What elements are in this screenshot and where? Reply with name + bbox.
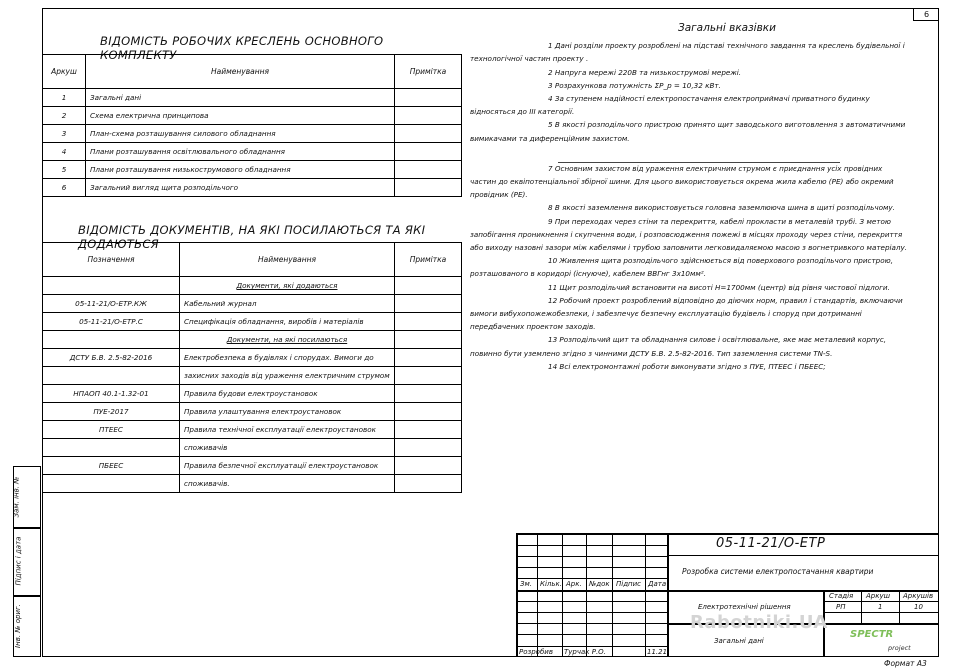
drawings-list-title: ВІДОМІСТЬ РОБОЧИХ КРЕСЛЕНЬ ОСНОВНОГО КОМПЛЕКТУ (100, 34, 384, 62)
developed-date: 11.21 (647, 648, 668, 656)
note-paragraph: 4 За ступенем надійності електропостачання електроприймачі приватного будинку відносяться до III категорії. (470, 94, 870, 117)
col-quantity: Кільк. (540, 580, 562, 588)
col-header-doc-note: Примітка (395, 243, 462, 277)
section-referenced: Документи, на які посилаються (226, 335, 348, 344)
sheet-header: Аркуш (866, 592, 891, 600)
table-row: 05-11-21/О-ЕТР.КЖ Кабельний журнал (43, 295, 462, 313)
table-row: ПУЕ-2017 Правила улаштування електроустановок (43, 403, 462, 421)
sheets-value: 10 (914, 603, 923, 611)
col-header-name: Найменування (86, 55, 395, 89)
company-sub: project (888, 644, 911, 652)
table-row: споживачів. (43, 475, 462, 493)
note-paragraph: 8 В якості заземлення використовується головна заземлююча шина в щиті розподільчому. (548, 203, 895, 213)
company-logo: SPECTR (850, 629, 894, 640)
documents-list-title: ВІДОМІСТЬ ДОКУМЕНТІВ, НА ЯКІ ПОСИЛАЮТЬСЯ ТА ЯКІ ДОДАЮТЬСЯ (78, 223, 426, 251)
table-row: 2 Схема електрична принципова (43, 107, 462, 125)
stage-header: Стадія (829, 592, 854, 600)
col-header-note: Примітка (395, 55, 462, 89)
table-row: 5 Плани розташування низькострумового обладнання (43, 161, 462, 179)
note-paragraph: 12 Робочий проект розроблений відповідно до діючих норм, правил і стандартів, включаючи вимоги вибухопожежобезпеки, і забезпечує безпечну експлуатацію будівель і споруд при дотриманні передбачених проектом заходів. (470, 295, 903, 332)
title-block (516, 533, 939, 657)
col-signature: Підпис (616, 580, 642, 588)
note-paragraph: 14 Всі електромонтажні роботи виконувати згідно з ПУЕ, ПТЕЕС і ПБЕЕС; (548, 361, 826, 371)
col-header-doc-name: Найменування (180, 243, 395, 277)
notes-title: Загальні вказівки (678, 22, 776, 34)
note-paragraph: 5 В якості розподільчого пристрою принято щит заводського виготовлення з автоматичними вимикачами та диференційним захистом. (470, 120, 906, 143)
note-paragraph: 13 Розподільчий щит та обладнання силове і освітлювальне, яке має металевий корпус, повинно бути уземлено згідно з чинними ДСТУ Б.В. 2.5-82-2016. Тип заземлення системи TN-S. (470, 335, 887, 358)
table-row: 4 Плани розташування освітлювального обладнання (43, 143, 462, 161)
table-row: 3 План-схема розташування силового обладнання (43, 125, 462, 143)
drawings-list-table (42, 54, 462, 197)
note-paragraph: 1 Дані розділи проекту розроблені на підставі технічного завдання та креслень будівельної і технологічної частин проекту . (470, 41, 905, 64)
format-label: Формат А3 (884, 659, 927, 668)
watermark-logo: Rabotniki.UA (690, 612, 828, 633)
developed-label: Розробив (519, 648, 553, 656)
section-attached: Документи, які додаються (236, 281, 338, 290)
stage-value: РП (836, 603, 846, 611)
note-paragraph: 9 При переходах через стіни та перекриття, кабелі прокласти в металевій трубі. З метою запобігання проникнення і скупчення води, і розповсюдження пожежі в місцях проходу через стіни, перекриття або виходу назовні зазори між кабелями і трубою заповнити легковидаляємою масою з вогнетривкого матеріалу. (470, 216, 908, 253)
table-row: 05-11-21/О-ЕТР.С Специфікація обладнання, виробів і матеріалів (43, 313, 462, 331)
project-name: Розробка системи електропостачання квартири (682, 567, 874, 576)
table-row: ПТЕЕС Правила технічної експлуатації електроустановок (43, 421, 462, 439)
table-row: НПАОП 40.1-1.32-01 Правила будови електроустановок (43, 385, 462, 403)
developer-name: Турчак Р.О. (564, 648, 606, 656)
col-header-sheet: Аркуш (43, 55, 86, 89)
note-paragraph: 2 Напруга мережі 220В та низькострумові мережі. (548, 67, 742, 77)
col-header-code: Позначення (43, 243, 180, 277)
sheet-value: 1 (878, 603, 883, 611)
note-paragraph: 3 Розрахункова потужність ΣР_р = 10,32 кВт. (548, 80, 721, 90)
col-date: Дата (648, 580, 667, 588)
col-doc-number: №док (589, 580, 610, 588)
sheet-name: Загальні дані (714, 637, 764, 645)
sheet-number: 6 (913, 8, 939, 21)
table-row: 1 Загальні дані (43, 89, 462, 107)
table-row: захисних заходів від ураження електричним струмом (43, 367, 462, 385)
documents-list-table (42, 242, 462, 493)
note-paragraph: 11 Щит розподільчий встановити на висоті H=1700мм (центр) від рівня чистової підлоги. (548, 282, 890, 292)
col-change: Зм. (520, 580, 532, 588)
side-stamp-replaced: Зам. інв. № (13, 466, 41, 528)
table-row: споживачів (43, 439, 462, 457)
section-name: Електротехнічні рішення (698, 603, 791, 611)
table-row: ДСТУ Б.В. 2.5-82-2016 Електробезпека в будівлях і спорудах. Вимоги до (43, 349, 462, 367)
separator-line (558, 162, 840, 163)
general-notes (470, 22, 910, 373)
col-sheet: Арк. (566, 580, 582, 588)
note-paragraph: 10 Живлення щита розподільчого здійснюється від поверхового розподільчого пристрою, розташованого в коридорі (існуюче), кабелем ВВГнг 3х10мм². (470, 256, 893, 279)
table-row: ПБЕЕС Правила безпечної експлуатації електроустановок (43, 457, 462, 475)
note-paragraph: 7 Основним захистом від ураження електричним струмом є приєднання усіх провідних частин до еквіпотенціальної збірної шини. Для цього використовується окрема жила кабелю (PE) або окремий провідник (PE). (470, 163, 894, 200)
sheets-header: Аркушів (903, 592, 934, 600)
side-stamp-signature: Підпис і дата (13, 528, 41, 596)
side-stamp-original: Інв. № ориг. (13, 596, 41, 657)
document-code: 05-11-21/О-ЕТР (716, 536, 826, 551)
table-row: 6 Загальний вигляд щита розподільчого (43, 179, 462, 197)
